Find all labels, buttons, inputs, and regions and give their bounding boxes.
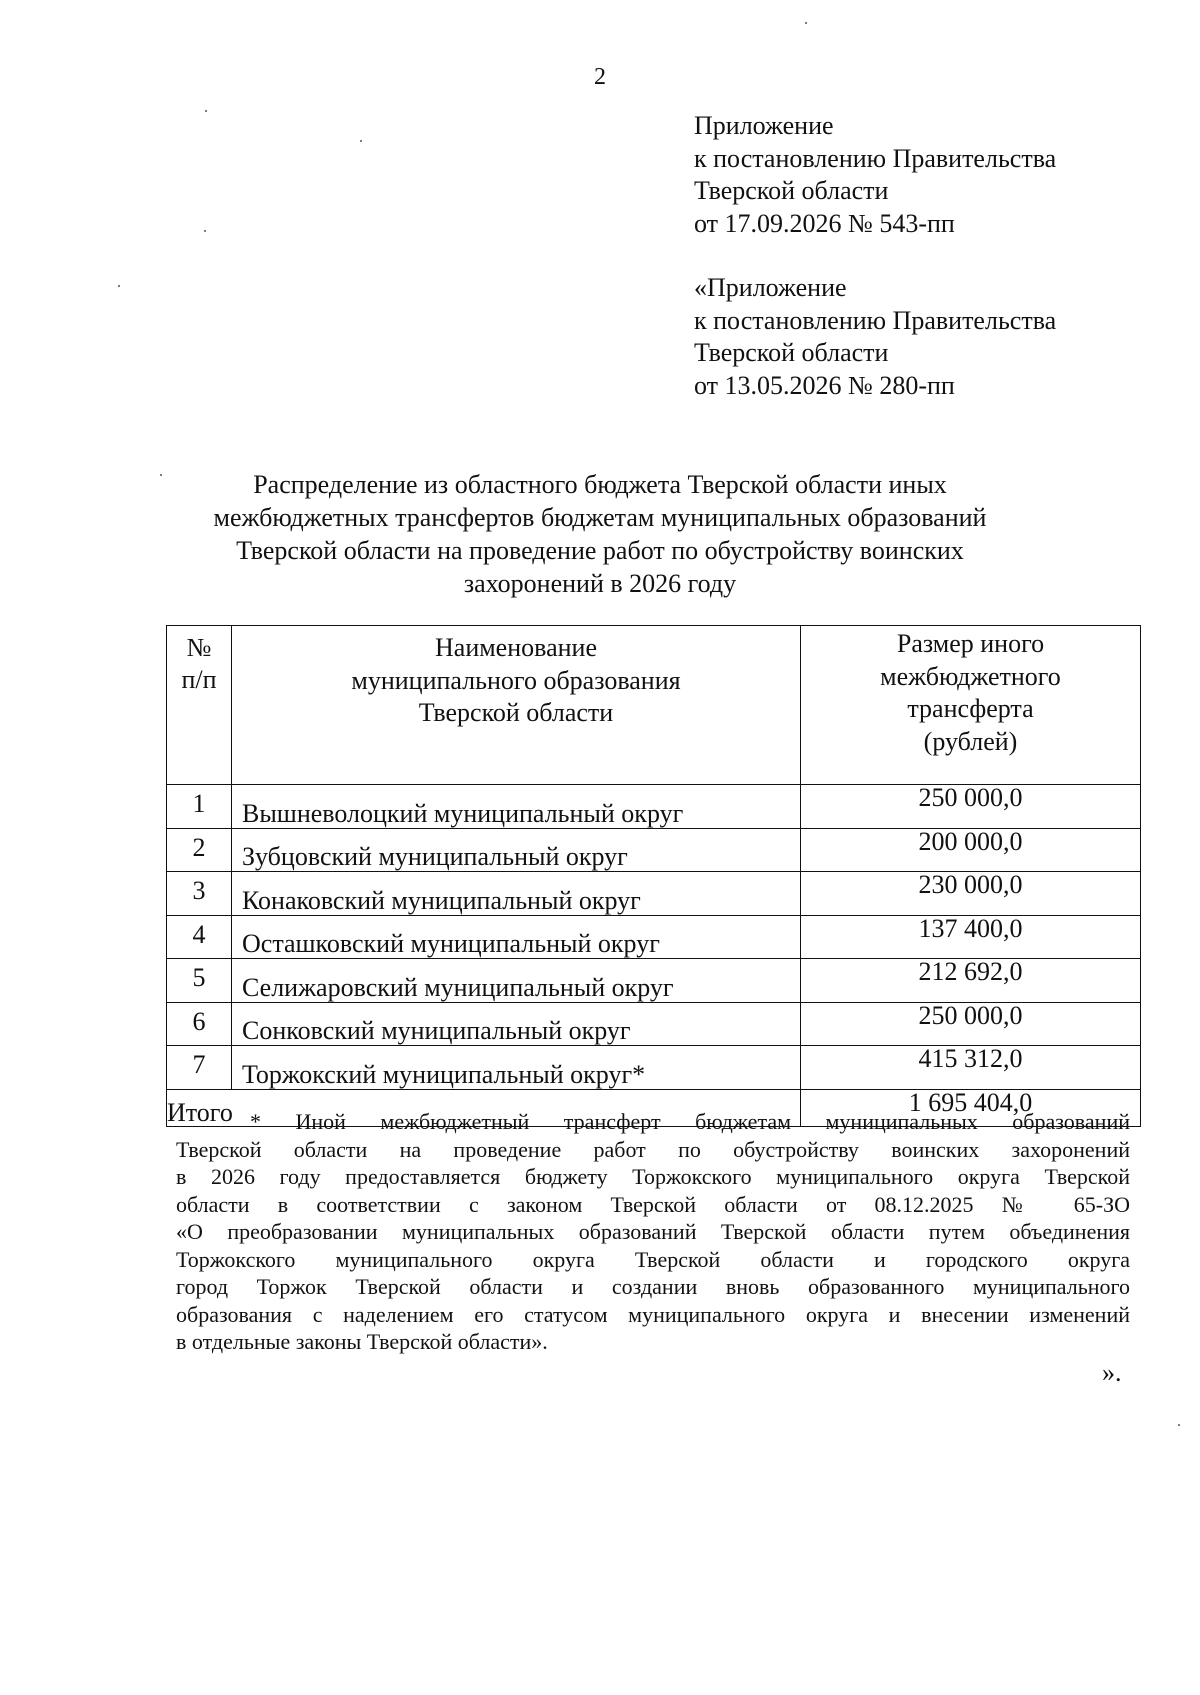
scan-speck [805,22,807,24]
row-amount: 137 400,0 [801,915,1141,959]
document-title [160,468,1040,600]
header-municipality [232,626,801,785]
header-number-line: п/п [181,665,217,694]
header-municipality-line: Тверской области [418,698,614,727]
table-row [167,1002,1141,1046]
row-amount: 415 312,0 [801,1046,1141,1090]
header-amount-line: (рублей) [923,726,1018,756]
footnote-line: «О преобразовании муниципальных образований Тверской области путем объединения [176,1219,1130,1244]
footnote-line: образования с наделением его статусом муниципального округа и внесении изменений [176,1301,1130,1327]
table-row [167,959,1141,1003]
appendix-line: Тверской области [694,176,889,205]
transfers-table [166,625,1141,1127]
table-row [167,1046,1141,1090]
scan-speck [204,230,206,232]
row-number: 1 [167,785,232,829]
header-number [167,626,232,785]
title-line: Распределение из областного бюджета Тверской области иных [253,470,947,499]
scan-speck [160,474,162,476]
header-municipality-line: муниципального образования [351,665,681,695]
header-amount [801,626,1141,785]
row-number: 5 [167,959,232,1003]
table-row [167,828,1141,872]
row-amount: 212 692,0 [801,959,1141,1003]
header-amount-line: межбюджетного [880,661,1061,691]
row-municipality: Вышневолоцкий муниципальный округ [232,785,801,829]
appendix-line: от 13.05.2026 № 280-пп [694,370,955,400]
row-municipality: Осташковский муниципальный округ [232,915,801,959]
appendix-line: «Приложение [694,273,847,302]
row-number: 2 [167,828,232,872]
header-amount-line: трансферта [907,694,1034,723]
row-municipality: Зубцовский муниципальный округ [232,828,801,872]
appendix-header-original [694,272,1134,402]
row-amount: 250 000,0 [801,1002,1141,1046]
header-number-line: № [186,633,212,662]
footnote [176,1108,1130,1356]
header-amount-line: Размер иного [896,629,1045,658]
row-number: 6 [167,1002,232,1046]
title-line: межбюджетных трансфертов бюджетам муниципальных образований [213,503,987,532]
row-municipality: Конаковский муниципальный округ [232,872,801,916]
row-number: 4 [167,915,232,959]
scan-speck [118,285,120,287]
row-amount: 200 000,0 [801,828,1141,872]
table-header-row [167,626,1141,785]
table-row [167,872,1141,916]
appendix-line: Приложение [694,111,834,140]
scan-speck [360,140,362,142]
scan-speck [1178,1424,1180,1426]
total-amount: 1 695 404,0 [801,1089,1141,1127]
appendix-header-current [694,110,1134,240]
row-amount: 230 000,0 [801,872,1141,916]
footnote-line: город Торжок Тверской области и создании вновь образованного муниципального [176,1274,1130,1299]
appendix-line: Тверской области [694,338,889,367]
row-municipality: Сонковский муниципальный округ [232,1002,801,1046]
row-amount: 250 000,0 [801,785,1141,829]
row-number: 3 [167,872,232,916]
row-municipality: Торжокский муниципальный округ* [232,1046,801,1090]
page-number: 2 [594,64,606,90]
appendix-line: от 17.09.2026 № 543-пп [694,208,955,238]
header-municipality-line: Наименование [435,633,597,662]
footnote-line: Торжокского муниципального округа Тверской области и городского округа [176,1246,1130,1272]
footnote-line: в 2026 году предоставляется бюджету Торжокского муниципального округа Тверской [176,1164,1130,1189]
footnote-line: Тверской области на проведение работ по обустройству воинских захоронений [176,1136,1130,1162]
footnote-line: в отдельные законы Тверской области». [176,1329,548,1354]
title-line: захоронений в 2026 году [463,569,737,598]
row-municipality: Селижаровский муниципальный округ [232,959,801,1003]
row-number: 7 [167,1046,232,1090]
closing-quote: ». [1102,1358,1122,1387]
scan-speck [205,110,207,112]
footnote-line: * Иной межбюджетный трансферт бюджетам муниципальных образований [250,1109,1130,1134]
appendix-line: к постановлению Правительства [694,143,1057,173]
total-label: Итого [167,1089,801,1127]
title-line: Тверской области на проведение работ по обустройству воинских [236,536,964,565]
footnote-line: области в соответствии с законом Тверской области от 08.12.2025 № 65-ЗО [176,1191,1130,1217]
table-row [167,785,1141,829]
table-row [167,915,1141,959]
appendix-line: к постановлению Правительства [694,305,1057,335]
